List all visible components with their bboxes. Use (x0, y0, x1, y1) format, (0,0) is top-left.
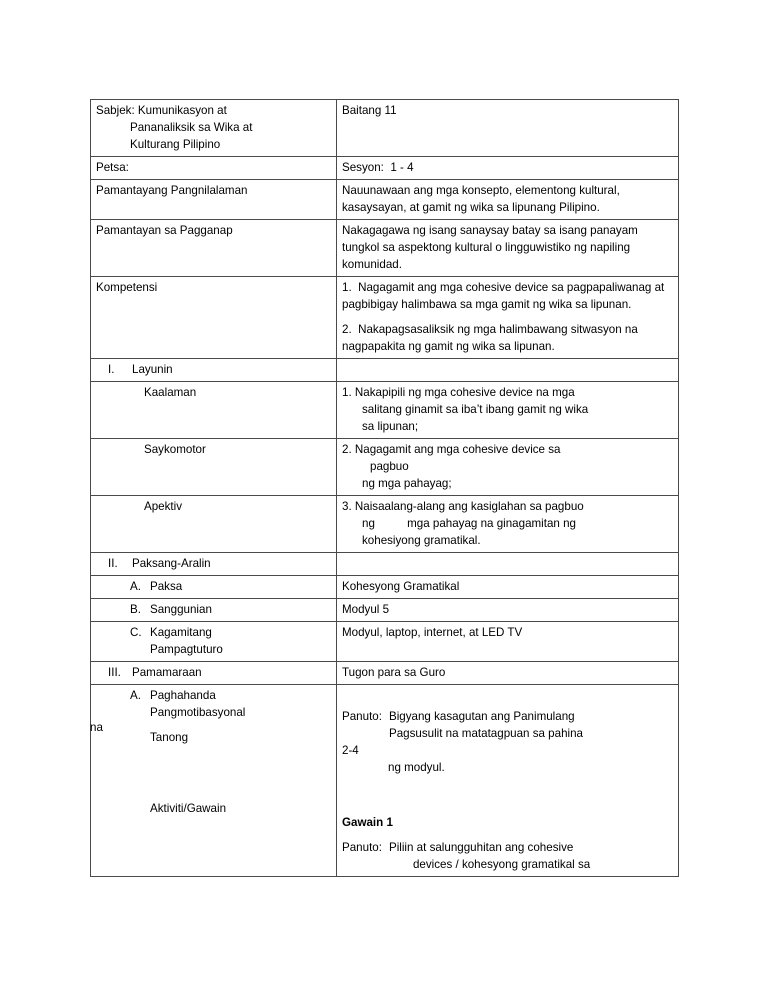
kompetensi-label: Kompetensi (96, 281, 158, 294)
cell-pamantayan-sa-pagganap-value (337, 220, 679, 277)
kaalaman-value-line-2: salitang ginamit sa iba’t ibang gamit ng wika (362, 403, 589, 416)
outline-layunin (96, 361, 331, 378)
cell-apektiv-value (337, 496, 679, 553)
cell-pamantayang-pangnilalaman-value (337, 180, 679, 220)
kompetensi-item-1: 1. Nagagamit ang mga cohesive device sa pagpapaliwanag at pagbibigay halimbawa sa mga gamit ng wika sa lipunan. (342, 281, 668, 311)
kagamitang-pampagtuturo-label-line-2: Pampagtuturo (150, 643, 223, 656)
cell-paksa-value (337, 576, 679, 599)
pamantayan-sa-pagganap-label: Pamantayan sa Pagganap (96, 224, 233, 237)
panuto-1-line-4: ng modyul. (388, 761, 445, 774)
gawain-heading: Gawain 1 (342, 816, 393, 829)
kagamitang-pampagtuturo-value: Modyul, laptop, internet, at LED TV (342, 626, 523, 639)
paghahanda-label-line-2: Pangmotibasyonal (150, 706, 246, 719)
table-row-pamantayan-sa-pagganap (91, 220, 679, 277)
table-row-layunin (91, 359, 679, 382)
paghahanda-value-spacer-mid (342, 776, 673, 814)
table-row-pamantayang-pangnilalaman (91, 180, 679, 220)
letter-paghahanda (96, 687, 331, 817)
cell-pamantayang-pangnilalaman-label (91, 180, 337, 220)
baitang-value: Baitang 11 (342, 104, 397, 117)
cell-petsa-label (91, 157, 337, 180)
cell-kaalaman-value (337, 382, 679, 439)
saykomotor-value-line-3: ng mga pahayag; (362, 477, 452, 490)
letter-kagamitang-pampagtuturo (96, 624, 331, 658)
cell-baitang-value (337, 100, 679, 157)
kagamitang-pampagtuturo-label-line-1: Kagamitang (150, 626, 212, 639)
paghahanda-letter: A. (130, 689, 141, 702)
cell-pamamaraan-label (91, 662, 337, 685)
sanggunian-value: Modyul 5 (342, 603, 390, 616)
cell-sesyon-value (337, 157, 679, 180)
cell-apektiv-label (91, 496, 337, 553)
letter-paksa (96, 578, 331, 595)
sabjek-line-2: Pananaliksik sa Wika at (130, 121, 253, 134)
sesyon-value: Sesyon: 1 - 4 (342, 161, 414, 174)
kaalaman-value-line-1: 1. Nakapipili ng mga cohesive device na mga (342, 386, 575, 399)
saykomotor-label: Saykomotor (144, 443, 206, 456)
letter-sanggunian (96, 601, 331, 618)
paksa-label: Paksa (150, 580, 183, 593)
cell-paghahanda-label (91, 685, 337, 877)
apektiv-label: Apektiv (144, 500, 183, 513)
panuto-1-line-2: Pagsusulit na matatagpuan sa pahina (388, 727, 583, 740)
table-row-kompetensi (91, 277, 679, 359)
cell-layunin-label (91, 359, 337, 382)
panuto-1-line-3: 2-4 (342, 744, 359, 757)
cell-pamamaraan-value (337, 662, 679, 685)
kagamitang-pampagtuturo-letter: C. (130, 626, 142, 639)
petsa-label: Petsa: (96, 161, 129, 174)
pamamaraan-value: Tugon para sa Guro (342, 666, 446, 679)
sanggunian-label: Sanggunian (150, 603, 212, 616)
panuto-2-key: Panuto: (342, 841, 382, 854)
table-row-apektiv (91, 496, 679, 553)
outline-paksang-aralin (96, 555, 331, 572)
cell-paksang-aralin-value (337, 553, 679, 576)
cell-saykomotor-value (337, 439, 679, 496)
table-row-kagamitang-pampagtuturo (91, 622, 679, 662)
sabjek-line-3: Kulturang Pilipino (130, 138, 221, 151)
panuto-2-line-1: Piliin at salungguhitan ang cohesive (388, 841, 574, 854)
table-row-sabjek (91, 100, 679, 157)
kompetensi-spacer (342, 313, 673, 321)
cell-sanggunian-value (337, 599, 679, 622)
layunin-numeral: I. (108, 363, 115, 376)
cell-kompetensi-label (91, 277, 337, 359)
apektiv-value-line-3: kohesiyong gramatikal. (362, 534, 481, 547)
kaalaman-value-line-3: sa lipunan; (362, 420, 419, 433)
sanggunian-letter: B. (130, 603, 141, 616)
lesson-plan-table (90, 99, 679, 877)
cell-pamantayan-sa-pagganap-label (91, 220, 337, 277)
pamantayan-sa-pagganap-value: Nakagagawa ng isang sanaysay batay sa isang panayam tungkol sa aspektong kultural o lingguwistiko ng napiling komunidad. (342, 224, 642, 271)
table-row-paghahanda (91, 685, 679, 877)
apektiv-value-line-2: ng mga pahayag na ginagamitan ng (362, 517, 576, 530)
panuto-block-2 (342, 839, 673, 873)
paghahanda-spacer-1 (150, 721, 245, 729)
panuto-block-1 (342, 708, 673, 742)
cell-kaalaman-label (91, 382, 337, 439)
paghahanda-label-line-4: Aktiviti/Gawain (150, 802, 227, 815)
paksang-aralin-numeral: II. (108, 557, 118, 570)
paksang-aralin-label: Paksang-Aralin (132, 557, 211, 570)
paksa-letter: A. (130, 580, 141, 593)
cell-sabjek-label (91, 100, 337, 157)
table-row-sanggunian (91, 599, 679, 622)
pamantayang-pangnilalaman-value: Nauunawaan ang mga konsepto, elementong kultural, kasaysayan, at gamit ng wika sa lipunang Pilipino. (342, 184, 624, 214)
cell-saykomotor-label (91, 439, 337, 496)
table-row-petsa (91, 157, 679, 180)
pamamaraan-numeral: III. (108, 666, 121, 679)
paghahanda-stray-text: na (90, 721, 103, 734)
kaalaman-label: Kaalaman (144, 386, 197, 399)
sabjek-line-1: Sabjek: Kumunikasyon at (96, 104, 227, 117)
table-row-pamamaraan (91, 662, 679, 685)
paghahanda-value-spacer-top (342, 687, 673, 708)
cell-kagamitang-pampagtuturo-value (337, 622, 679, 662)
outline-pamamaraan (96, 664, 331, 681)
apektiv-value-line-1: 3. Naisaalang-alang ang kasiglahan sa pagbuo (342, 500, 584, 513)
saykomotor-value-line-2: pagbuo (370, 460, 409, 473)
table-row-paksang-aralin (91, 553, 679, 576)
cell-sanggunian-label (91, 599, 337, 622)
paghahanda-value-spacer-bottom (342, 831, 673, 839)
pamantayang-pangnilalaman-label: Pamantayang Pangnilalaman (96, 184, 248, 197)
cell-kompetensi-value (337, 277, 679, 359)
paghahanda-label-line-1: Paghahanda (150, 689, 216, 702)
pamamaraan-label: Pamamaraan (132, 666, 202, 679)
cell-kagamitang-pampagtuturo-label (91, 622, 337, 662)
paksa-value: Kohesyong Gramatikal (342, 580, 460, 593)
cell-paksang-aralin-label (91, 553, 337, 576)
panuto-2-line-2: devices / kohesyong gramatikal sa (412, 858, 591, 871)
paghahanda-label-line-3: Tanong (150, 731, 189, 744)
paghahanda-spacer-2 (150, 746, 245, 800)
panuto-1-key: Panuto: (342, 710, 382, 723)
saykomotor-value-line-1: 2. Nagagamit ang mga cohesive device sa (342, 443, 561, 456)
table-row-kaalaman (91, 382, 679, 439)
kompetensi-item-2: 2. Nakapagsasaliksik ng mga halimbawang sitwasyon na nagpapakita ng gamit ng wika sa lipunan. (342, 323, 642, 353)
cell-paksa-label (91, 576, 337, 599)
layunin-label: Layunin (132, 363, 173, 376)
table-row-saykomotor (91, 439, 679, 496)
cell-layunin-value (337, 359, 679, 382)
cell-paghahanda-value (337, 685, 679, 877)
table-row-paksa (91, 576, 679, 599)
panuto-1-line-1: Bigyang kasagutan ang Panimulang (388, 710, 575, 723)
